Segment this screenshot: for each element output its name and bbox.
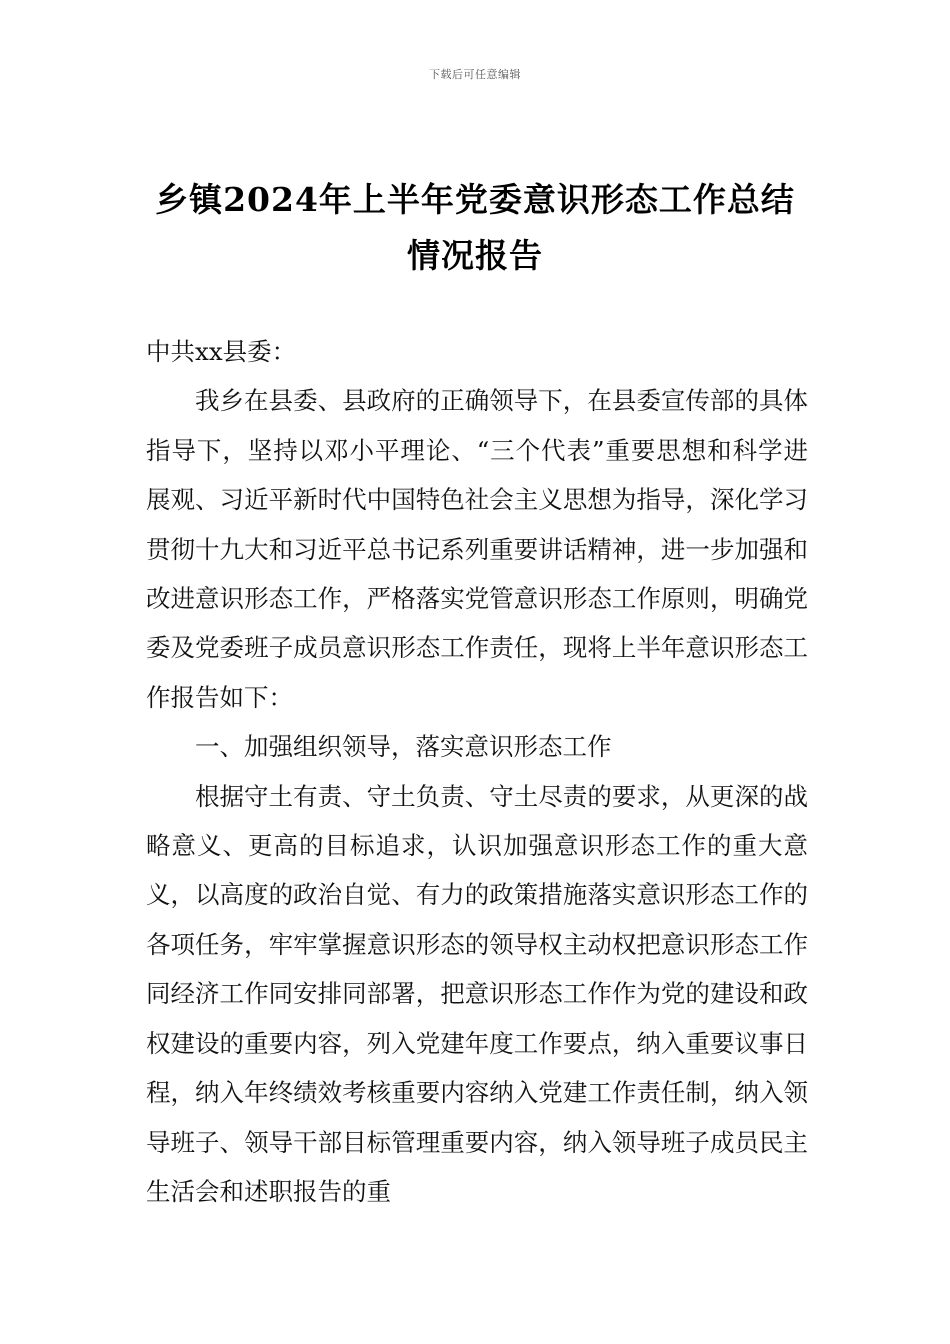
- paragraph-section-1: 根据守土有责、守土负责、守土尽责的要求，从更深的战略意义、更高的目标追求，认识加强意识形态工作的重大意义，以高度的政治自觉、有力的政策措施落实意识形态工作的各项任务，牢牢掌握意识形态的领导权主动权把意识形态工作同经济工作同安排同部署，把意识形态工作作为党的建设和政权建设的重要内容，列入党建年度工作要点，纳入重要议事日程，纳入年终绩效考核重要内容纳入党建工作责任制，纳入领导班子、领导干部目标管理重要内容，纳入领导班子成员民主生活会和述职报告的重: [146, 781, 808, 1206]
- document-title-line-1: 乡镇2024年上半年党委意识形态工作总结: [155, 180, 795, 219]
- document-title: [140, 172, 810, 284]
- paragraph-intro: 我乡在县委、县政府的正确领导下，在县委宣传部的具体指导下，坚持以邓小平理论、“三个代表”重要思想和科学进展观、习近平新时代中国特色社会主义思想为指导，深化学习贯彻十九大和习近平总书记系列重要讲话精神，进一步加强和改进意识形态工作，严格落实党管意识形态工作原则，明确党委及党委班子成员意识形态工作责任，现将上半年意识形态工作报告如下：: [146, 386, 808, 712]
- page-header-note: 下载后可任意编辑: [429, 68, 521, 81]
- section-heading-1: 一、加强组织领导，落实意识形态工作: [195, 732, 612, 762]
- document-body: [146, 327, 808, 1216]
- document-title-line-2: 情况报告: [407, 236, 543, 275]
- salutation: 中共xx县委：: [146, 337, 297, 366]
